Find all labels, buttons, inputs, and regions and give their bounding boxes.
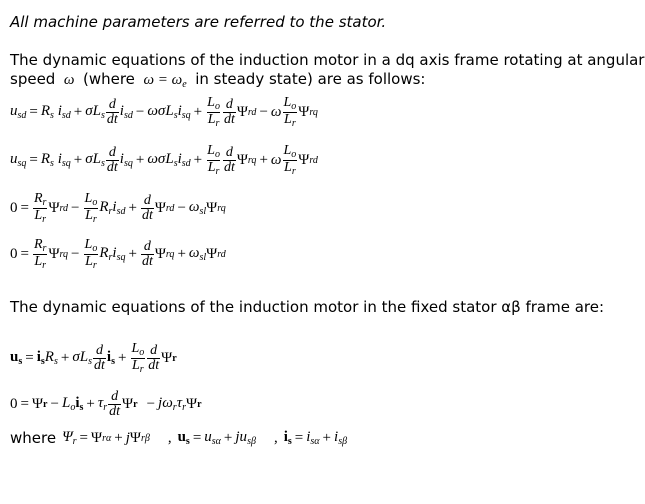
equation-rotor-d: 0 = $\frac{R_r}{L_r}$ Ψ rd − $\frac{L_o}{L_r}$ $R_ri_{sd}$ + $\frac{d}{dt}$ Ψ rd − $\omega_{sl}$ Ψ rq bbox=[10, 190, 226, 225]
omega-equals-omega-e: $\omega = \omega_e$ bbox=[139, 72, 187, 90]
speed-label: speed bbox=[10, 70, 56, 88]
definitions-line: where $\Psi_r$ = Ψ rα + j Ψ rβ , $u_s$ = $u_{s\alpha}$ + $ju_{s\beta}$ , $i_s$ = $i_{s\alpha}$ + $i_{s\beta}$ bbox=[10, 429, 348, 447]
equation-usq: $u_{sq}$ = $R_s$ $i_{sq}$ + $\sigma L_s$ $\frac{d}{dt}$ $i_{sq}$ + $\omega\sigma L_si_{sd}$ + $\frac{L_o}{L_r}$ $\frac{d}{dt}$ Ψ rq + ω $\frac{L_o}{L_r}$ Ψ rd bbox=[10, 142, 318, 177]
equation-stator-vector: $u_s$ = $i_s$ $R_s$ + $\sigma L_s$ $\frac{d}{dt}$ $i_s$ + $\frac{L_o}{L_r}$ $\frac{d}{dt}$ Ψ r bbox=[10, 340, 177, 375]
omega-symbol: ω bbox=[60, 72, 79, 88]
equation-rotor-q: 0 = $\frac{R_r}{L_r}$ Ψ rq − $\frac{L_o}{L_r}$ $R_ri_{sq}$ + $\frac{d}{dt}$ Ψ rq + $\omega_{sl}$ Ψ rd bbox=[10, 236, 226, 271]
steady-state-label: in steady state) are as follows: bbox=[195, 70, 426, 88]
paragraph-dq-line2 bbox=[10, 70, 426, 90]
equation-usd: $u_{sd}$ = $R_s$ $i_{sd}$ + $\sigma L_s$ $\frac{d}{dt}$ $i_{sd}$ − $\omega\sigma L_si_{sq}$ + $\frac{L_o}{L_r}$ $\frac{d}{dt}$ Ψ rd − ω $\frac{L_o}{L_r}$ Ψ rq bbox=[10, 94, 318, 129]
where-label: where bbox=[10, 429, 57, 447]
intro-note: All machine parameters are referred to the stator. bbox=[10, 13, 387, 31]
where-open-label: (where bbox=[82, 70, 135, 88]
equation-rotor-vector: 0 = Ψ r − $L_o$ $i_s$ + $\tau_r$ $\frac{d}{dt}$ Ψ r − $j\omega_r\tau_r$ Ψ r bbox=[10, 388, 202, 419]
paragraph-dq-line1: The dynamic equations of the induction motor in a dq axis frame rotating at angular bbox=[10, 51, 645, 69]
paragraph-alpha-beta: The dynamic equations of the induction motor in the fixed stator αβ frame are: bbox=[10, 298, 605, 316]
